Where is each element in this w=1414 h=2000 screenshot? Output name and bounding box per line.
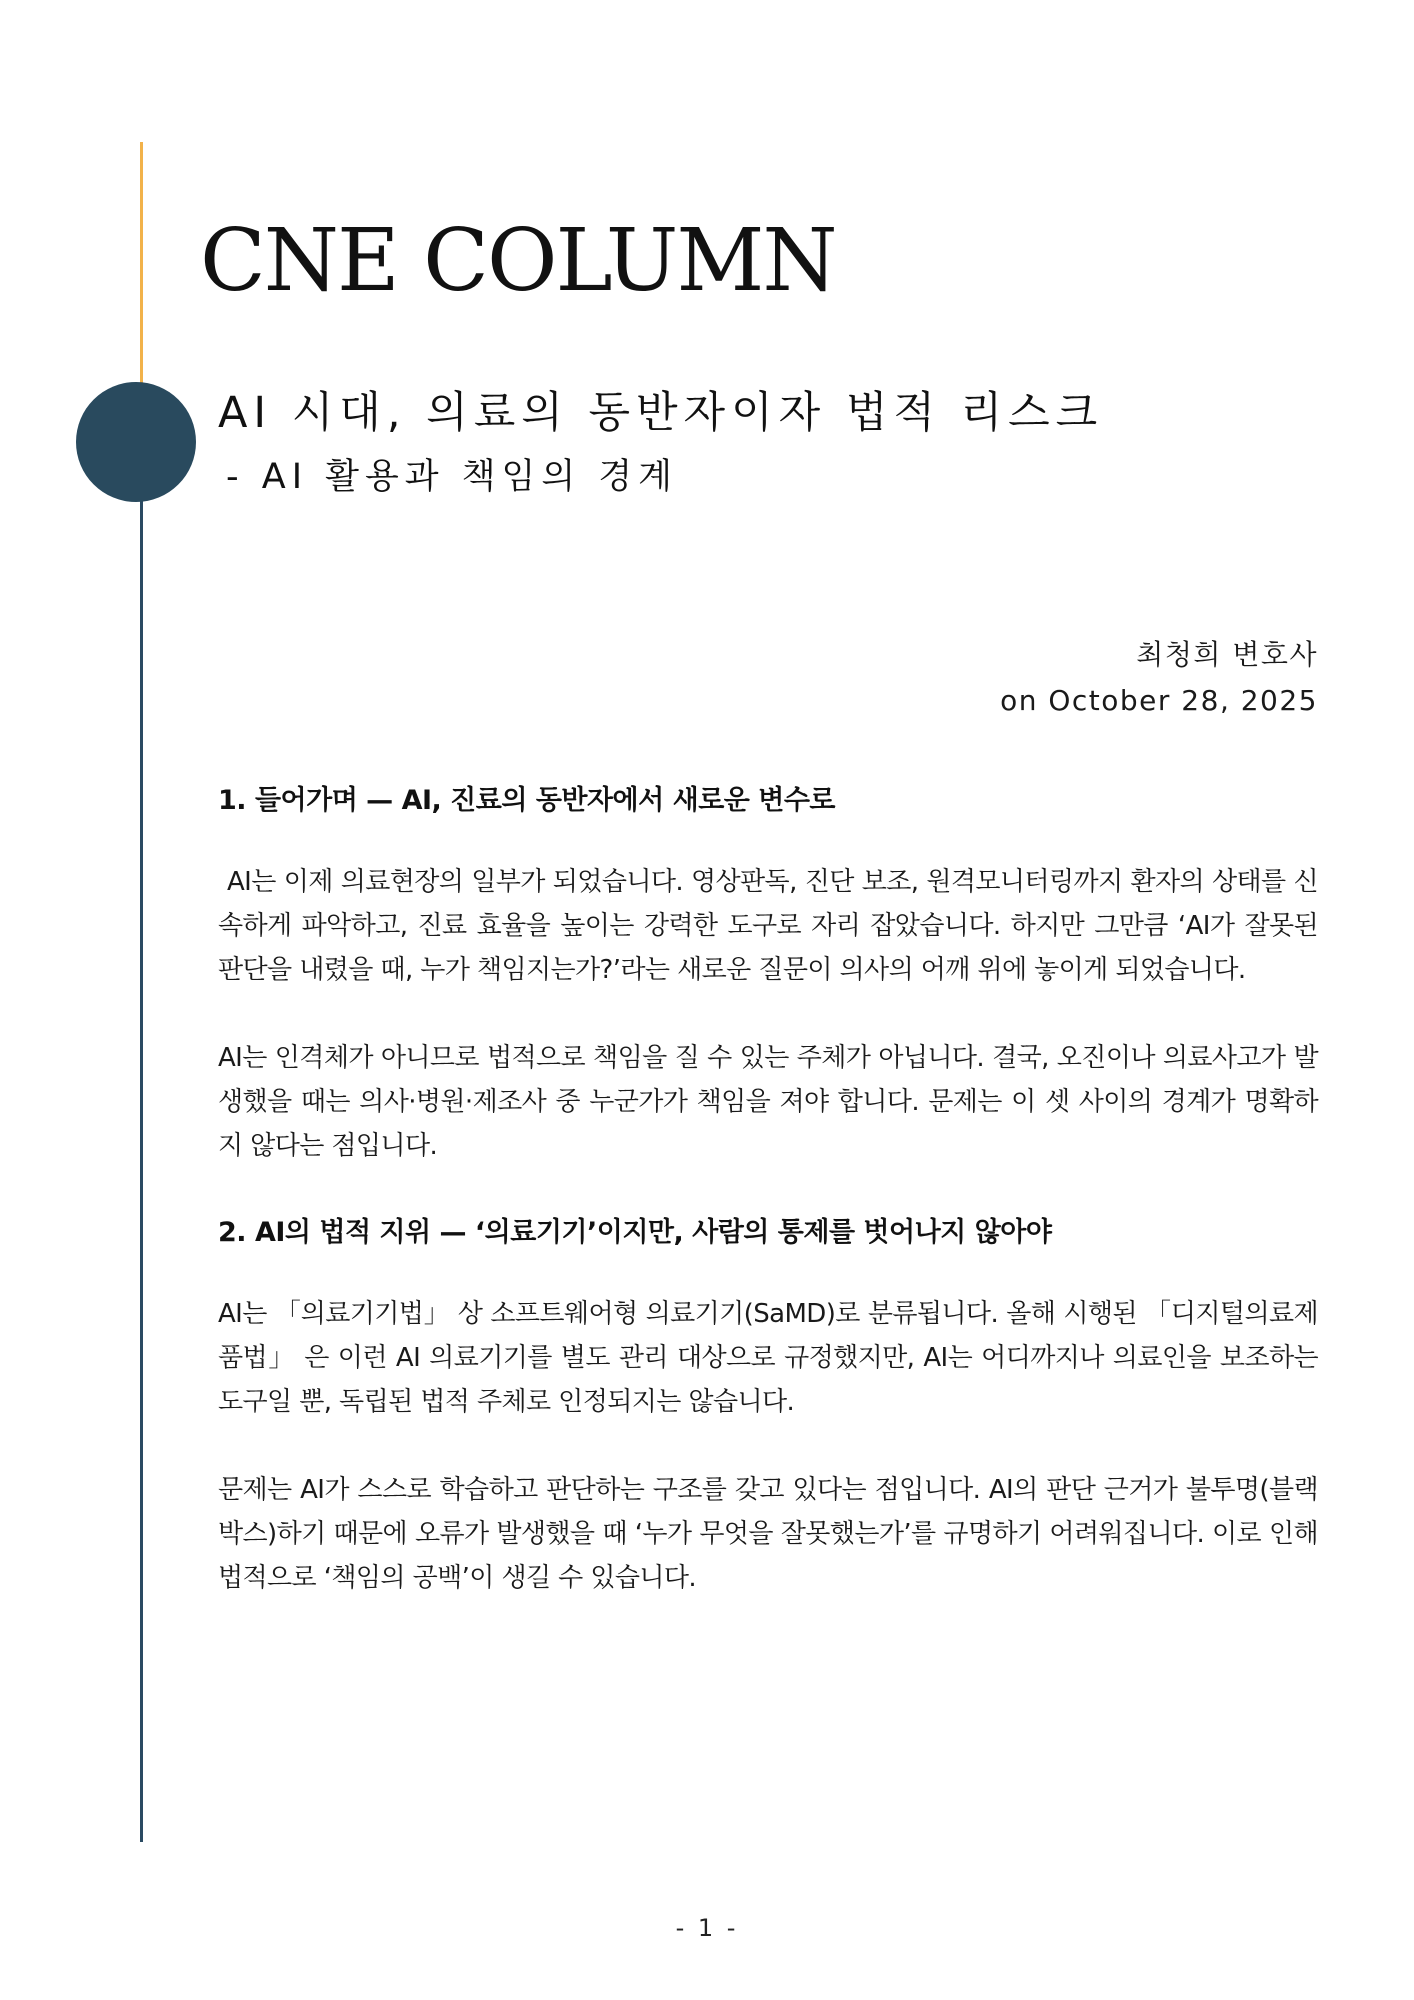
section-heading: 2. AI의 법적 지위 — ‘의료기기’이지만, 사람의 통제를 벗어나지 않아야 xyxy=(218,1217,1052,1248)
article-subheadline: - AI 활용과 책임의 경계 xyxy=(226,457,678,497)
author-name: 최청희 변호사 xyxy=(1136,638,1318,671)
byline xyxy=(1000,632,1318,724)
column-title: CNE COLUMN xyxy=(200,211,836,311)
paragraph: 문제는 AI가 스스로 학습하고 판단하는 구조를 갖고 있다는 점입니다. AI의 판단 근거가 불투명(블랙박스)하기 때문에 오류가 발생했을 때 ‘누가 무엇을 잘못했는가’를 규명하기 어려워집니다. 이로 인해 법적으로 ‘책임의 공백’이 생길 수 있습니다. xyxy=(218,1475,1318,1593)
paragraph: AI는 인격체가 아니므로 법적으로 책임을 질 수 있는 주체가 아닙니다. 결국, 오진이나 의료사고가 발생했을 때는 의사·병원·제조사 중 누군가가 책임을 져야 합니다. 문제는 이 셋 사이의 경계가 명확하지 않다는 점입니다. xyxy=(218,1043,1318,1161)
paragraph: AI는 이제 의료현장의 일부가 되었습니다. 영상판독, 진단 보조, 원격모니터링까지 환자의 상태를 신속하게 파악하고, 진료 효율을 높이는 강력한 도구로 자리 잡았습니다. 하지만 그만큼 ‘AI가 잘못된 판단을 내렸을 때, 누가 책임지는가?’라는 새로운 질문이 의사의 어깨 위에 놓이게 되었습니다. xyxy=(218,867,1318,985)
decorative-circle xyxy=(76,382,196,502)
article-headline: AI 시대, 의료의 동반자이자 법적 리스크 xyxy=(218,388,1104,438)
section-heading: 1. 들어가며 — AI, 진료의 동반자에서 새로운 변수로 xyxy=(218,785,836,816)
article-body xyxy=(218,780,1318,1644)
publish-date: on October 28, 2025 xyxy=(1000,684,1318,717)
page-number: - 1 - xyxy=(675,1914,739,1942)
section-legal-status xyxy=(218,1212,1318,1600)
section-introduction xyxy=(218,780,1318,1168)
accent-line-bottom xyxy=(140,440,143,1842)
paragraph: AI는 「의료기기법」 상 소프트웨어형 의료기기(SaMD)로 분류됩니다. 올해 시행된 「디지털의료제품법」 은 이런 AI 의료기기를 별도 관리 대상으로 규정했지만, AI는 어디까지나 의료인을 보조하는 도구일 뿐, 독립된 법적 주체로 인정되지는 않습니다. xyxy=(218,1299,1318,1417)
